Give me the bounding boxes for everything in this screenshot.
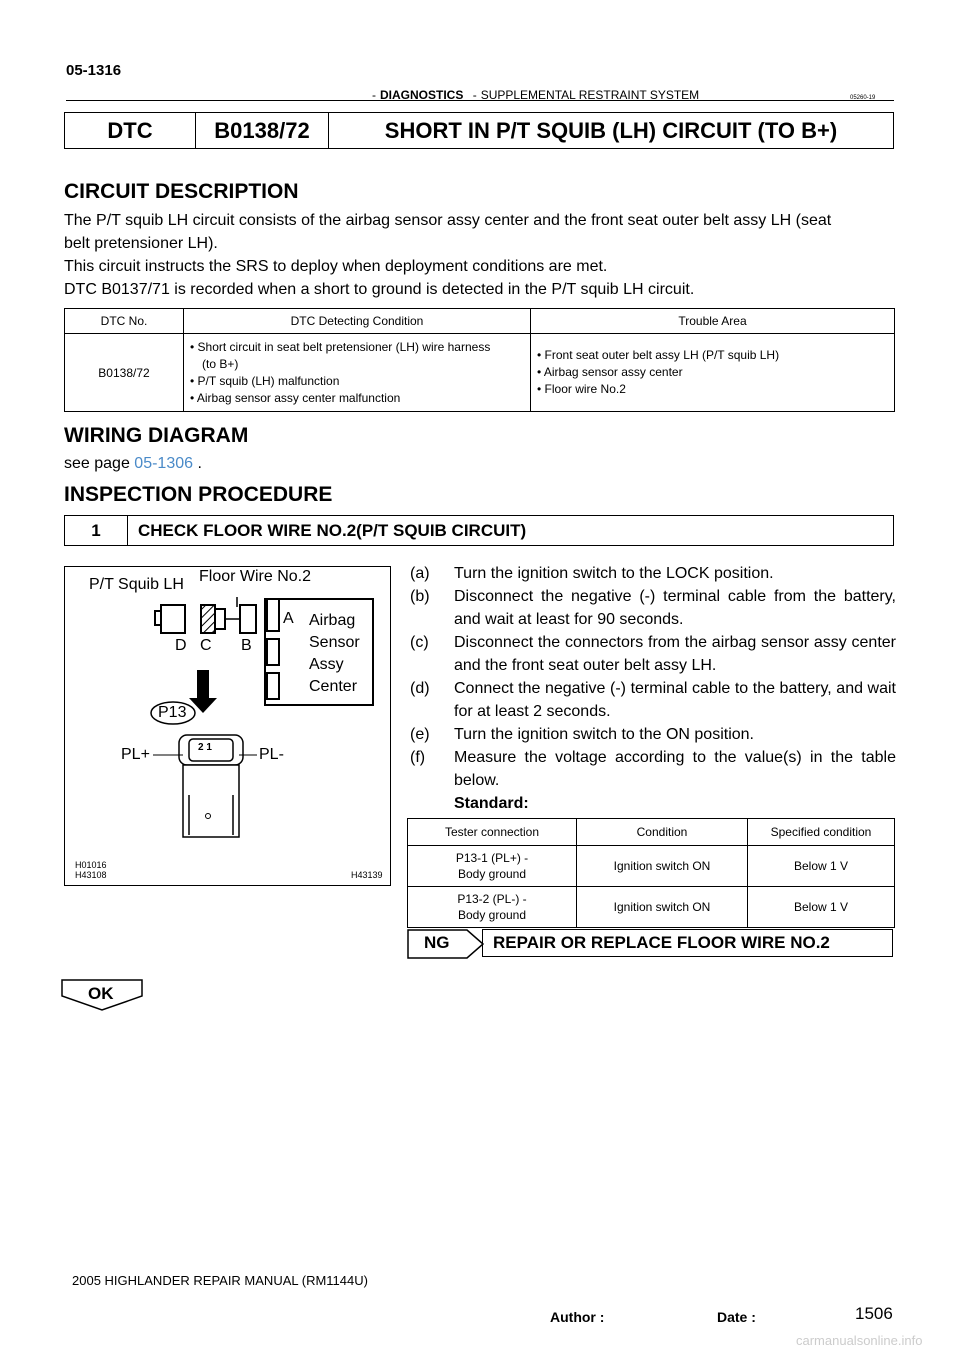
inspection-procedure-heading: INSPECTION PROCEDURE [64, 483, 333, 506]
dtc-table-header: Trouble Area [531, 309, 895, 334]
spec-cell: Below 1 V [748, 887, 895, 928]
figure-codes [75, 860, 107, 880]
ng-action-box: REPAIR OR REPLACE FLOOR WIRE NO.2 [482, 929, 893, 957]
instruction-text: Measure the voltage according to the value(s) in the table below. [454, 749, 896, 789]
instruction-item [410, 723, 896, 746]
connector-d-label: D [175, 637, 187, 654]
footer-manual: 2005 HIGHLANDER REPAIR MANUAL (RM1144U) [72, 1273, 368, 1288]
table-row [408, 846, 895, 887]
condition-item: • Short circuit in seat belt pretensioner (LH) wire harness [190, 339, 491, 354]
footer-page-number: 1506 [855, 1304, 893, 1323]
connector-b-label: B [241, 637, 252, 654]
watermark: carmanualsonline.info [796, 1333, 923, 1348]
description-line: belt pretensioner LH). [64, 235, 218, 252]
instruction-text: Disconnect the connectors from the airbag sensor assy center and the front seat outer belt assy LH. [454, 634, 896, 674]
condition-item: • Airbag sensor assy center malfunction [190, 390, 401, 405]
condition-cell: Ignition switch ON [577, 846, 748, 887]
instruction-item [410, 562, 896, 585]
instruction-text: Connect the negative (-) terminal cable to the battery, and wait for at least 2 seconds. [454, 680, 896, 720]
description-line: DTC B0137/71 is recorded when a short to ground is detected in the P/T squib LH circuit. [64, 281, 695, 298]
instruction-label: (a) [410, 565, 430, 582]
tester-table-header: Specified condition [748, 819, 895, 846]
airbag-connector-label: A [283, 610, 294, 627]
instruction-label: (b) [410, 588, 430, 605]
tester-connection-cell [408, 887, 577, 928]
floor-wire-label: Floor Wire No.2 [199, 568, 312, 585]
pl-minus-label: PL- [259, 746, 284, 763]
instruction-label: (f) [410, 749, 426, 766]
circuit-description-heading: CIRCUIT DESCRIPTION [64, 180, 299, 203]
area-item: • Airbag sensor assy center [537, 365, 683, 379]
dtc-table-header: DTC Detecting Condition [184, 309, 531, 334]
connection-line: Body ground [457, 867, 527, 881]
step-title: CHECK FLOOR WIRE NO.2(P/T SQUIB CIRCUIT) [138, 520, 527, 540]
header-rule [66, 100, 894, 101]
detecting-condition-cell [184, 334, 531, 412]
condition-item: • P/T squib (LH) malfunction [190, 373, 340, 388]
dtc-number-cell: B0138/72 [65, 334, 184, 412]
wiring-diagram-heading: WIRING DIAGRAM [64, 424, 249, 447]
connector-code: P13 [158, 704, 187, 721]
header-code: 05260-19 [850, 95, 876, 101]
connector-c-label: C [200, 637, 212, 654]
instruction-label: (e) [410, 726, 430, 743]
instruction-item [410, 746, 896, 792]
dtc-table-header: DTC No. [65, 309, 184, 334]
figure-code: H01016 [75, 860, 107, 870]
tester-connection-cell [408, 846, 577, 887]
wiring-suffix: . [197, 455, 202, 472]
trouble-area-cell [531, 334, 895, 412]
table-row [408, 887, 895, 928]
instruction-label: (d) [410, 680, 430, 697]
pin-numbers: 2 1 [198, 742, 212, 753]
floor-wire-connector-icon [201, 597, 256, 633]
area-item: • Front seat outer belt assy LH (P/T squib LH) [537, 348, 780, 362]
tester-table [407, 818, 895, 928]
dtc-title-box [64, 112, 894, 149]
area-item: • Floor wire No.2 [537, 382, 626, 396]
airbag-sensor-label [309, 610, 360, 698]
airbag-label-line: Center [309, 678, 358, 695]
standard-row [410, 792, 896, 815]
dtc-label: DTC [65, 113, 196, 148]
tester-table-header: Tester connection [408, 819, 577, 846]
footer-author: Author : [550, 1309, 605, 1325]
circuit-description-text [64, 209, 894, 301]
header-separator: - [472, 88, 477, 102]
ok-label: OK [88, 984, 114, 1003]
wiring-prefix: see page [64, 455, 130, 472]
instruction-text: Disconnect the negative (-) terminal cable from the battery, and wait at least for 90 seconds. [454, 588, 896, 628]
standard-label: Standard: [454, 795, 529, 812]
ng-label: NG [424, 933, 450, 952]
tester-table-header: Condition [577, 819, 748, 846]
header-section: DIAGNOSTICS [380, 88, 464, 102]
connection-line: P13-2 (PL-) - [457, 892, 527, 906]
dtc-description: SHORT IN P/T SQUIB (LH) CIRCUIT (TO B+) [384, 117, 838, 143]
instruction-text: Turn the ignition switch to the ON position. [454, 726, 754, 743]
header-separator: - [372, 88, 376, 102]
instruction-item [410, 585, 896, 631]
description-line: This circuit instructs the SRS to deploy when deployment conditions are met. [64, 258, 608, 275]
dtc-code: B0138/72 [196, 113, 329, 148]
instruction-text: Turn the ignition switch to the LOCK position. [454, 565, 774, 582]
footer-date: Date : [717, 1309, 756, 1325]
dtc-table [64, 308, 895, 412]
header-subsection: SUPPLEMENTAL RESTRAINT SYSTEM [480, 88, 700, 102]
condition-item: (to B+) [202, 356, 239, 371]
squib-connector-icon [155, 605, 185, 633]
connection-line: P13-1 (PL+) - [455, 851, 529, 865]
instruction-item [410, 631, 896, 677]
figure-code: H43108 [75, 870, 107, 880]
step-box [64, 515, 894, 546]
instruction-list [410, 562, 896, 815]
page-number: 05-1316 [66, 62, 122, 79]
airbag-label-line: Assy [309, 656, 344, 673]
connection-line: Body ground [457, 908, 527, 922]
figure-id: H43139 [351, 870, 383, 880]
airbag-label-line: Sensor [309, 634, 360, 651]
pl-plus-label: PL+ [121, 746, 150, 763]
wiring-reference [64, 452, 894, 475]
down-arrow-icon [189, 670, 217, 713]
condition-cell: Ignition switch ON [577, 887, 748, 928]
spec-cell: Below 1 V [748, 846, 895, 887]
airbag-label-line: Airbag [309, 612, 356, 629]
squib-label: P/T Squib LH [89, 576, 184, 593]
step-number: 1 [65, 516, 128, 545]
description-line: The P/T squib LH circuit consists of the airbag sensor assy center and the front seat outer belt assy LH (seat [64, 212, 832, 229]
instruction-item [410, 677, 896, 723]
instruction-label: (c) [410, 634, 429, 651]
connector-diagram [64, 566, 391, 886]
page-link[interactable]: 05-1306 [134, 455, 194, 472]
